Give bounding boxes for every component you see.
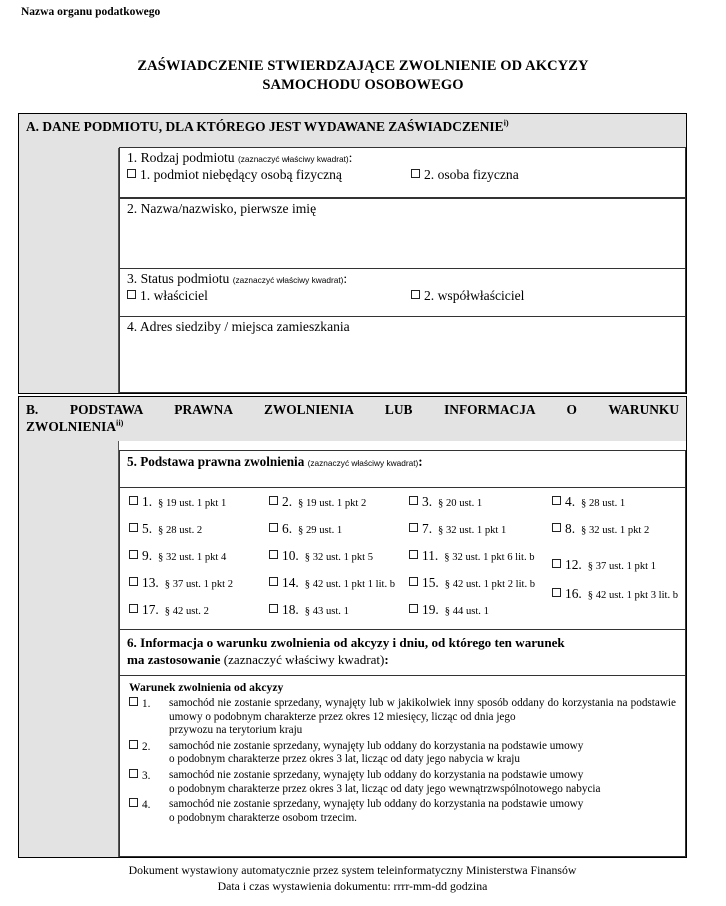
field-status-podmiotu-label: 3. Status podmiotu [127, 271, 230, 286]
legal-basis-option-9[interactable] [129, 548, 226, 564]
field-nazwa-nazwisko[interactable] [119, 198, 686, 269]
checkbox-icon[interactable] [269, 496, 278, 505]
condition-text-2 [169, 740, 676, 767]
condition-body-last: przywozu na terytorium kraju [169, 724, 303, 737]
section-b-heading-line-2-label: ZWOLNIENIA [26, 419, 117, 434]
legal-basis-option-14[interactable] [269, 575, 395, 591]
checkbox-icon[interactable] [269, 577, 278, 586]
condition-marker-4[interactable] [129, 798, 150, 813]
checkbox-icon[interactable] [552, 559, 561, 568]
field-warunek-title-line-2-label: ma zastosowanie [127, 652, 221, 667]
legal-basis-option-1[interactable] [129, 494, 226, 510]
legal-basis-number: 3. [422, 494, 433, 509]
legal-basis-option-4[interactable] [552, 494, 625, 510]
checkbox-icon[interactable] [552, 496, 561, 505]
field-podstawa-prawna-label: 5. Podstawa prawna zwolnienia [127, 454, 305, 469]
checkbox-icon[interactable] [411, 290, 420, 299]
field-warunek-title [120, 630, 685, 668]
legal-basis-reference: § 28 ust. 2 [158, 525, 203, 536]
legal-basis-number: 17. [142, 602, 159, 617]
section-a-footnote-marker: i) [503, 118, 509, 128]
legal-basis-reference: § 44 ust. 1 [444, 606, 489, 617]
field-adres-siedziby[interactable] [119, 316, 686, 393]
field-podstawa-prawna-hint: (zaznaczyć właściwy kwadrat) [307, 458, 419, 468]
checkbox-icon[interactable] [409, 604, 418, 613]
legal-basis-option-7[interactable] [409, 521, 506, 537]
checkbox-icon[interactable] [269, 550, 278, 559]
section-a-header [18, 113, 687, 149]
field-adres-siedziby-title: 4. Adres siedziby / miejsca zamieszkania [127, 319, 350, 334]
field-status-podmiotu [119, 268, 686, 317]
checkbox-icon[interactable] [127, 169, 136, 178]
field-podstawa-prawna-colon: : [418, 454, 423, 469]
condition-number: 3. [142, 769, 151, 782]
field-rodzaj-podmiotu [119, 147, 686, 198]
legal-basis-reference: § 37 ust. 1 pkt 2 [164, 579, 234, 590]
legal-basis-reference: § 28 ust. 1 [581, 498, 626, 509]
field-rodzaj-podmiotu-title [120, 148, 685, 166]
field-podstawa-prawna-header [119, 450, 686, 488]
condition-text-3 [169, 769, 676, 796]
legal-basis-reference: § 32 ust. 1 pkt 4 [158, 552, 227, 563]
document-footer [18, 862, 687, 894]
section-b-body [18, 441, 687, 858]
legal-basis-matrix [120, 488, 685, 629]
legal-basis-reference: § 19 ust. 1 pkt 2 [298, 498, 367, 509]
condition-body-last: o podobnym charakterze przez okres 3 lat, licząc od daty jego wewnątrzwspólnotowego nabycia [169, 782, 601, 795]
condition-body: samochód nie zostanie sprzedany, wynajęty lub oddany do korzystania na podstawie umowy [169, 798, 584, 811]
legal-basis-number: 4. [565, 494, 576, 509]
field-status-podmiotu-hint: (zaznaczyć właściwy kwadrat) [232, 275, 344, 285]
legal-basis-number: 19. [422, 602, 439, 617]
legal-basis-reference: § 32 ust. 1 pkt 2 [581, 525, 650, 536]
checkbox-icon[interactable] [129, 496, 138, 505]
condition-body-last: o podobnym charakterze osobom trzecim. [169, 811, 357, 824]
legal-basis-number: 13. [142, 575, 159, 590]
document-title [63, 57, 663, 95]
legal-basis-reference: § 19 ust. 1 pkt 1 [158, 498, 227, 509]
condition-body-last: o podobnym charakterze przez okres 3 lat, licząc od daty jego nabycia w kraju [169, 753, 521, 766]
checkbox-icon[interactable] [129, 577, 138, 586]
checkbox-option-label: 1. podmiot niebędący osobą fizyczną [140, 167, 342, 182]
section-b-heading-line-2 [26, 418, 679, 435]
footer-line-2: Data i czas wystawienia dokumentu: rrrr-mm-dd godzina [217, 879, 488, 893]
checkbox-icon[interactable] [409, 550, 418, 559]
legal-basis-option-3[interactable] [409, 494, 482, 510]
legal-basis-number: 18. [282, 602, 299, 617]
condition-number: 2. [142, 740, 151, 753]
condition-item-3[interactable] [120, 769, 685, 796]
condition-marker-2[interactable] [129, 740, 150, 755]
legal-basis-option-17[interactable] [129, 602, 209, 618]
checkbox-icon[interactable] [129, 769, 138, 778]
checkbox-icon[interactable] [269, 604, 278, 613]
checkbox-icon[interactable] [552, 588, 561, 597]
legal-basis-number: 16. [565, 586, 582, 601]
field-podstawa-prawna-options [119, 487, 686, 630]
field-rodzaj-podmiotu-hint: (zaznaczyć właściwy kwadrat) [238, 154, 349, 164]
legal-basis-number: 12. [565, 557, 582, 572]
checkbox-icon[interactable] [129, 550, 138, 559]
section-a-left-gutter [19, 148, 119, 393]
checkbox-icon[interactable] [129, 798, 138, 807]
legal-basis-reference: § 37 ust. 1 pkt 1 [587, 561, 657, 572]
legal-basis-option-2[interactable] [269, 494, 366, 510]
field-podstawa-prawna-title [120, 451, 685, 470]
condition-marker-1[interactable] [129, 697, 150, 712]
section-b-left-gutter [19, 441, 119, 857]
document-title-line-1: ZAŚWIADCZENIE STWIERDZAJĄCE ZWOLNIENIE OD AKCYZY [137, 58, 589, 74]
legal-basis-row [120, 575, 685, 602]
section-b-heading-line-1: B. PODSTAWA PRAWNA ZWOLNIENIA LUB INFORMACJA O WARUNKU [26, 402, 679, 417]
legal-basis-reference: § 29 ust. 1 [298, 525, 343, 536]
checkbox-icon[interactable] [127, 290, 136, 299]
legal-basis-reference: § 42 ust. 1 pkt 3 lit. b [587, 590, 679, 601]
condition-marker-3[interactable] [129, 769, 150, 784]
legal-basis-option-10[interactable] [269, 548, 373, 564]
checkbox-icon[interactable] [269, 523, 278, 532]
checkbox-icon[interactable] [129, 604, 138, 613]
legal-basis-option-5[interactable] [129, 521, 202, 537]
checkbox-icon[interactable] [409, 496, 418, 505]
field-warunek-title-line-1: 6. Informacja o warunku zwolnienia od akcyzy i dniu, od którego ten warunek [127, 635, 565, 650]
checkbox-icon[interactable] [129, 523, 138, 532]
legal-basis-option-6[interactable] [269, 521, 342, 537]
checkbox-icon[interactable] [129, 740, 138, 749]
condition-body: samochód nie zostanie sprzedany, wynajęty lub w jakikolwiek inny sposób oddany do korzystania na podstawie umowy o podobnym charakterze przez okres 12 miesięcy, licząc od dnia jego [169, 697, 676, 723]
legal-basis-number: 1. [142, 494, 153, 509]
legal-basis-reference: § 42 ust. 2 [164, 606, 209, 617]
field-warunek-title-line-2 [127, 651, 678, 668]
legal-basis-number: 6. [282, 521, 293, 536]
legal-basis-row [120, 494, 685, 521]
document-title-line-2: SAMOCHODU OSOBOWEGO [262, 77, 464, 93]
legal-basis-reference: § 42 ust. 1 pkt 1 lit. b [304, 579, 396, 590]
legal-basis-reference: § 32 ust. 1 pkt 1 [438, 525, 507, 536]
checkbox-icon[interactable] [409, 577, 418, 586]
section-a-body [18, 148, 687, 394]
legal-basis-option-16[interactable] [552, 586, 678, 602]
checkbox-option-osoba-fizyczna[interactable] [411, 167, 519, 183]
condition-number: 1. [142, 698, 151, 710]
field-warunek-colon: : [384, 652, 389, 667]
checkbox-option-label: 1. właściciel [140, 288, 208, 303]
section-b-heading-text [19, 397, 686, 440]
legal-basis-row [120, 548, 685, 575]
checkbox-option-label: 2. współwłaściciel [424, 288, 525, 303]
field-rodzaj-podmiotu-label: 1. Rodzaj podmiotu [127, 150, 235, 165]
field-nazwa-nazwisko-title: 2. Nazwa/nazwisko, pierwsze imię [127, 201, 317, 216]
section-a-heading-label: A. DANE PODMIOTU, DLA KTÓREGO JEST WYDAWANE ZAŚWIADCZENIE [26, 119, 504, 134]
condition-item-4[interactable] [120, 798, 685, 825]
legal-basis-number: 10. [282, 548, 299, 563]
section-b-footnote-marker: ii) [116, 418, 124, 428]
field-rodzaj-podmiotu-colon: : [348, 150, 353, 165]
legal-basis-number: 8. [565, 521, 576, 536]
checkbox-option-label: 2. osoba fizyczna [424, 167, 519, 182]
field-status-podmiotu-options [120, 287, 685, 308]
legal-basis-option-13[interactable] [129, 575, 233, 591]
legal-basis-row [120, 602, 685, 629]
legal-basis-reference: § 43 ust. 1 [304, 606, 349, 617]
condition-text-4 [169, 798, 676, 825]
field-warunek-hint: (zaznaczyć właściwy kwadrat) [223, 652, 385, 667]
condition-item-2[interactable] [120, 740, 685, 767]
checkbox-icon[interactable] [129, 697, 138, 706]
legal-basis-number: 5. [142, 521, 153, 536]
legal-basis-number: 7. [422, 521, 433, 536]
condition-item-1[interactable] [120, 697, 685, 738]
checkbox-icon[interactable] [552, 523, 561, 532]
legal-basis-number: 2. [282, 494, 293, 509]
condition-body: samochód nie zostanie sprzedany, wynajęty lub oddany do korzystania na podstawie umowy [169, 739, 584, 752]
field-warunek-conditions [119, 675, 686, 857]
legal-basis-option-18[interactable] [269, 602, 349, 618]
legal-basis-number: 11. [422, 548, 439, 563]
checkbox-option-wspolwlasciciel[interactable] [411, 288, 524, 304]
legal-basis-option-11[interactable] [409, 548, 535, 564]
tax-authority-label: Nazwa organu podatkowego [21, 6, 161, 18]
legal-basis-row [120, 521, 685, 548]
section-a-heading-text [19, 114, 686, 140]
checkbox-option-wlasciciel[interactable] [127, 288, 208, 304]
field-warunek-header [119, 629, 686, 676]
legal-basis-option-12[interactable] [552, 557, 656, 573]
legal-basis-number: 9. [142, 548, 153, 563]
field-status-podmiotu-title [120, 269, 685, 287]
legal-basis-number: 14. [282, 575, 299, 590]
condition-number: 4. [142, 799, 151, 812]
field-rodzaj-podmiotu-options [120, 166, 685, 187]
warunek-subheading: Warunek zwolnienia od akcyzy [129, 681, 284, 694]
legal-basis-reference: § 20 ust. 1 [438, 498, 483, 509]
legal-basis-number: 15. [422, 575, 439, 590]
checkbox-option-podmiot-niebedacy[interactable] [127, 167, 342, 183]
field-status-podmiotu-colon: : [343, 271, 348, 286]
checkbox-icon[interactable] [411, 169, 420, 178]
legal-basis-reference: § 32 ust. 1 pkt 6 lit. b [444, 552, 535, 563]
condition-text-1 [169, 697, 676, 738]
footer-line-1: Dokument wystawiony automatycznie przez system teleinformatyczny Ministerstwa Finansów [128, 863, 577, 877]
legal-basis-reference: § 42 ust. 1 pkt 2 lit. b [444, 579, 536, 590]
legal-basis-option-8[interactable] [552, 521, 649, 537]
legal-basis-reference: § 32 ust. 1 pkt 5 [304, 552, 374, 563]
section-b-header [18, 396, 687, 442]
legal-basis-option-19[interactable] [409, 602, 489, 618]
legal-basis-option-15[interactable] [409, 575, 535, 591]
checkbox-icon[interactable] [409, 523, 418, 532]
condition-body: samochód nie zostanie sprzedany, wynajęty lub oddany do korzystania na podstawie umowy [169, 768, 584, 781]
